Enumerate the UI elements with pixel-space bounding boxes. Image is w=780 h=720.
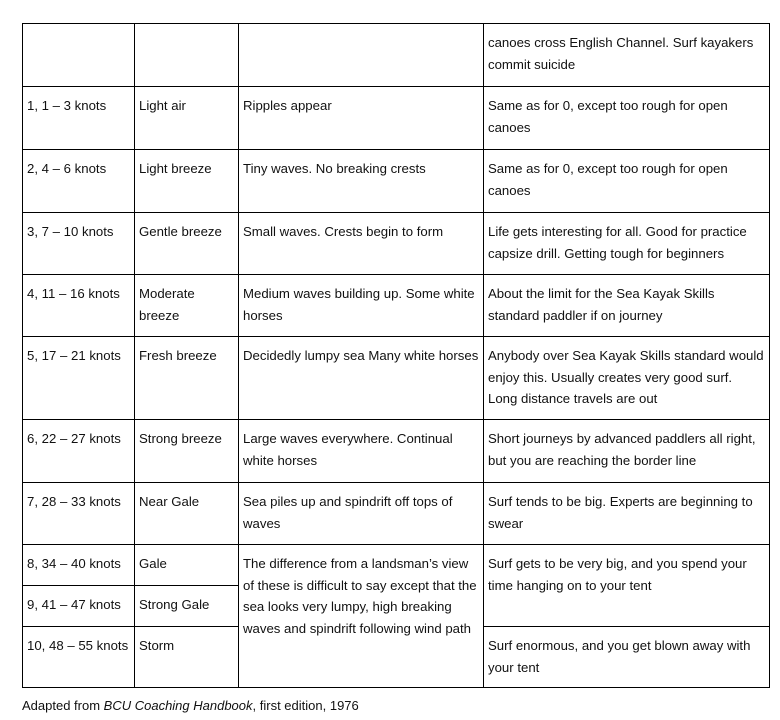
beaufort-scale-table xyxy=(22,23,770,688)
force-cell: 5, 17 – 21 knots xyxy=(23,337,135,420)
sea-state-cell: Ripples appear xyxy=(239,87,484,150)
description-cell: Strong Gale xyxy=(135,586,239,627)
force-cell: 2, 4 – 6 knots xyxy=(23,150,135,213)
force-cell: 10, 48 – 55 knots xyxy=(23,627,135,688)
sea-state-cell: Small waves. Crests begin to form xyxy=(239,213,484,275)
table-row xyxy=(23,337,770,420)
description-cell: Moderate breeze xyxy=(135,275,239,337)
table-row xyxy=(23,275,770,337)
comment-cell: Same as for 0, except too rough for open canoes xyxy=(484,87,770,150)
sea-state-cell: Medium waves building up. Some white horses xyxy=(239,275,484,337)
caption-book-title: BCU Coaching Handbook xyxy=(103,698,253,713)
force-cell: 3, 7 – 10 knots xyxy=(23,213,135,275)
comment-cell: Surf enormous, and you get blown away with your tent xyxy=(484,627,770,688)
comment-cell: About the limit for the Sea Kayak Skills standard paddler if on journey xyxy=(484,275,770,337)
table-row xyxy=(23,24,770,87)
description-cell: Gale xyxy=(135,545,239,586)
comment-cell: Same as for 0, except too rough for open canoes xyxy=(484,150,770,213)
force-cell: 4, 11 – 16 knots xyxy=(23,275,135,337)
sea-state-cell: Tiny waves. No breaking crests xyxy=(239,150,484,213)
table-row xyxy=(23,213,770,275)
description-cell: Near Gale xyxy=(135,483,239,545)
comment-cell: Life gets interesting for all. Good for practice capsize drill. Getting tough for beginners xyxy=(484,213,770,275)
comment-cell: Surf tends to be big. Experts are beginning to swear xyxy=(484,483,770,545)
comment-cell: canoes cross English Channel. Surf kayakers commit suicide xyxy=(484,24,770,87)
sea-state-cell xyxy=(239,24,484,87)
force-cell: 7, 28 – 33 knots xyxy=(23,483,135,545)
sea-state-cell: The difference from a landsman’s view of these is difficult to say except that the sea looks very lumpy, high breaking waves and spindrift following wind path xyxy=(239,545,484,688)
sea-state-cell: Decidedly lumpy sea Many white horses xyxy=(239,337,484,420)
caption-suffix: , first edition, 1976 xyxy=(252,698,359,713)
comment-cell: Surf gets to be very big, and you spend your time hanging on to your tent xyxy=(484,545,770,627)
comment-cell: Anybody over Sea Kayak Skills standard would enjoy this. Usually creates very good surf. Long distance travels are out xyxy=(484,337,770,420)
sea-state-cell: Sea piles up and spindrift off tops of waves xyxy=(239,483,484,545)
force-cell: 9, 41 – 47 knots xyxy=(23,586,135,627)
table-row xyxy=(23,483,770,545)
table-row xyxy=(23,545,770,586)
description-cell: Strong breeze xyxy=(135,420,239,483)
comment-cell: Short journeys by advanced paddlers all right, but you are reaching the border line xyxy=(484,420,770,483)
sea-state-cell: Large waves everywhere. Continual white horses xyxy=(239,420,484,483)
description-cell xyxy=(135,24,239,87)
table-row xyxy=(23,87,770,150)
table-row xyxy=(23,150,770,213)
source-caption xyxy=(22,698,359,713)
description-cell: Light breeze xyxy=(135,150,239,213)
force-cell: 1, 1 – 3 knots xyxy=(23,87,135,150)
force-cell: 8, 34 – 40 knots xyxy=(23,545,135,586)
description-cell: Gentle breeze xyxy=(135,213,239,275)
table-row xyxy=(23,420,770,483)
description-cell: Fresh breeze xyxy=(135,337,239,420)
description-cell: Storm xyxy=(135,627,239,688)
description-cell: Light air xyxy=(135,87,239,150)
force-cell xyxy=(23,24,135,87)
force-cell: 6, 22 – 27 knots xyxy=(23,420,135,483)
caption-prefix: Adapted from xyxy=(22,698,104,713)
